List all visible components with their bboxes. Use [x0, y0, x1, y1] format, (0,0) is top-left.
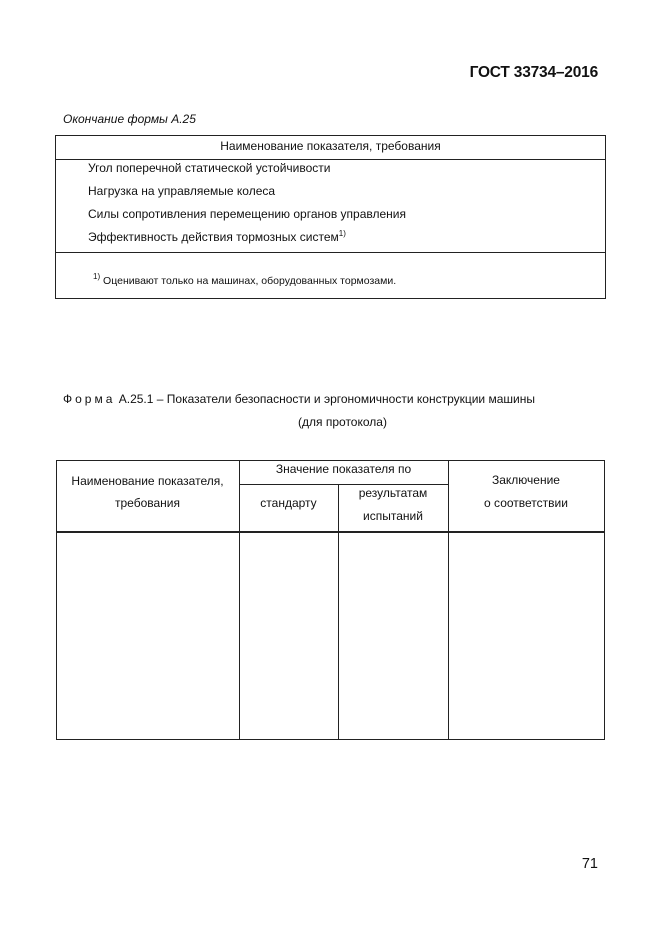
header-name-line2: требования — [115, 496, 180, 510]
footnote-text: Оценивают только на машинах, оборудованных тормозами. — [103, 275, 397, 287]
table-body — [56, 159, 605, 253]
form-title: А.25.1 – Показатели безопасности и эргономичности конструкции машины — [118, 392, 535, 406]
table-border-bottom — [56, 739, 605, 740]
form-caption — [63, 392, 603, 406]
table-row-text: Эффективность действия тормозных систем — [88, 230, 339, 244]
table-border-right — [604, 460, 605, 740]
header-conclusion-line2: о соответствии — [484, 496, 568, 510]
header-standard: стандарту — [260, 496, 317, 510]
form-subcaption: (для протокола) — [298, 415, 387, 429]
table-row: Силы сопротивления перемещению органов управления — [88, 207, 406, 221]
header-conclusion-line1: Заключение — [492, 473, 560, 487]
form-a25-1-table — [56, 460, 605, 740]
footnote-mark: 1) — [93, 272, 101, 281]
table-row — [88, 229, 346, 245]
table-row: Угол поперечной статической устойчивости — [88, 161, 331, 175]
header-value-group: Значение показателя по — [275, 462, 412, 476]
standard-id: ГОСТ 33734–2016 — [469, 64, 598, 81]
table-footnote — [93, 274, 396, 288]
table-row: Нагрузка на управляемые колеса — [88, 184, 276, 198]
form-a25-end-table — [55, 135, 606, 299]
page-number: 71 — [581, 856, 598, 872]
header-results-line1: результатам — [358, 486, 428, 500]
table-column-header: Наименование показателя, требования — [56, 136, 605, 160]
table-header-bottom-double — [56, 532, 605, 533]
header-name-line1: Наименование показателя, — [71, 474, 224, 488]
form-continuation-caption: Окончание формы А.25 — [63, 112, 196, 126]
footnote-reference: 1) — [338, 229, 346, 238]
header-results-line2: испытаний — [363, 509, 423, 523]
form-label: Форма — [63, 392, 116, 406]
